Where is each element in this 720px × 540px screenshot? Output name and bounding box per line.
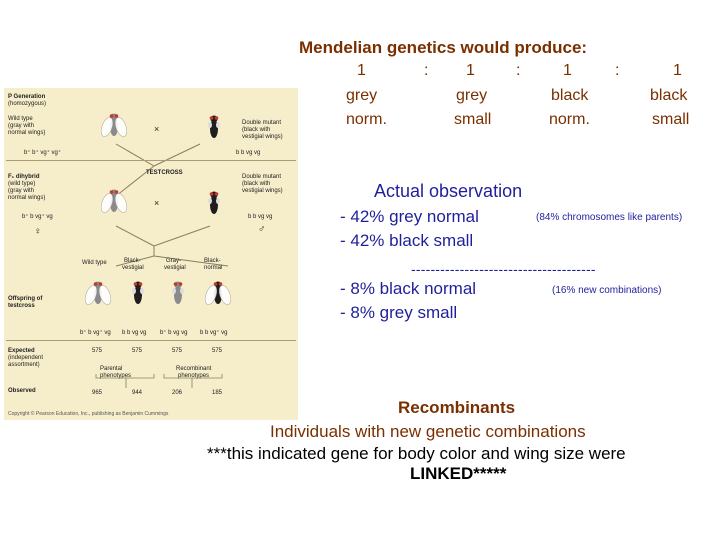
observation-line: - 42% black small (340, 231, 474, 250)
female-symbol: ♀ (34, 226, 42, 237)
expected-label-1: Expected (8, 348, 35, 354)
col-wild-type: Wild type (82, 260, 107, 266)
offspring-label-2: testcross (8, 303, 35, 309)
double-mutant-label: Double mutant (242, 120, 282, 126)
dashed-divider: -------------------------------------- (411, 261, 596, 277)
expected-value: 575 (171, 348, 182, 354)
gray-normal-label-1: (gray with (8, 123, 35, 129)
recombinant-label-1: Recombinant (176, 366, 212, 372)
wild-type-fly-icon (100, 110, 128, 140)
mendelian-title: Mendelian genetics would produce: (299, 38, 588, 57)
wing-label: norm. (549, 111, 590, 128)
wing-label: norm. (346, 111, 387, 128)
color-label: black (551, 87, 589, 104)
observed-value: 185 (211, 390, 222, 396)
p-generation-label: P Generation (8, 94, 46, 100)
offspring-wild-fly-icon (84, 278, 112, 308)
f1-genotype-right: b b vg vg (248, 214, 273, 220)
f1-black-vestigial-label-2: vestigial wings) (242, 188, 283, 194)
offspring-black-normal-fly-icon (204, 278, 232, 308)
testcross-figure (4, 88, 298, 420)
gray-normal-label-2: normal wings) (8, 130, 46, 136)
copyright: Copyright © Pearson Education, Inc., publishing as Benjamin Cummings (8, 411, 169, 417)
recombinants-title: Recombinants (398, 398, 516, 417)
f1-black-vestigial-label-1: (black with (242, 181, 271, 187)
expected-label-2: (independent (8, 355, 44, 361)
f1-wild-fly-icon (100, 186, 128, 216)
offspring-genotype: b b vg vg (122, 330, 147, 336)
color-label: grey (456, 87, 488, 104)
col-gray-vestigial-2: vestigial (164, 265, 186, 271)
observation-line: - 8% black normal (340, 279, 477, 298)
expected-label-3: assortment) (8, 362, 40, 368)
offspring-gray-vestigial-fly-icon (164, 278, 192, 308)
recombinant-label-2: phenotypes (178, 373, 210, 379)
offspring-label-1: Offspring of (8, 296, 43, 302)
f1-genotype-left: b⁺ b vg⁺ vg (22, 214, 53, 220)
observation-line: - 8% grey small (340, 303, 458, 322)
recombinants-definition: Individuals with new genetic combinations (270, 422, 586, 441)
actual-observation-title: Actual observation (374, 181, 523, 201)
observed-value: 965 (91, 390, 102, 396)
double-mutant-fly-icon (200, 112, 228, 142)
recombination-note: (16% new combinations) (552, 285, 662, 296)
col-black-vestigial-2: vestigial (122, 265, 144, 271)
ratio-value: 1 (357, 62, 366, 79)
wing-label: small (454, 111, 492, 128)
observation-line: - 42% grey normal (340, 207, 479, 226)
f1-dihybrid-label: F₁ dihybrid (8, 174, 40, 180)
offspring-genotype: b b vg⁺ vg (200, 330, 228, 336)
expected-value: 575 (131, 348, 142, 354)
black-vestigial-label-2: vestigial wings) (242, 134, 283, 140)
black-vestigial-label-1: (black with (242, 127, 271, 133)
col-black-vestigial-1: Black- (124, 258, 141, 264)
ratio-value: 1 (673, 62, 682, 79)
f1-gray-label-1: (gray with (8, 188, 35, 194)
col-black-normal-1: Black- (204, 258, 221, 264)
wild-type-label: Wild type (8, 116, 33, 122)
ratio-separator: : (516, 62, 521, 79)
col-gray-vestigial-1: Gray- (166, 258, 181, 264)
ratio-value: 1 (563, 62, 572, 79)
testcross-label: TESTCROSS (146, 170, 183, 176)
offspring-genotype: b⁺ b vg vg (160, 330, 188, 336)
divider (6, 340, 296, 341)
p-genotype-left: b⁺ b⁺ vg⁺ vg⁺ (24, 150, 62, 156)
f1-double-mutant-label: Double mutant (242, 174, 282, 180)
offspring-genotype: b⁺ b vg⁺ vg (80, 330, 111, 336)
linkage-note: ***this indicated gene for body color and wing size were (207, 444, 626, 463)
male-symbol: ♂ (258, 224, 266, 235)
offspring-black-vestigial-fly-icon (124, 278, 152, 308)
f1-wild-label: (wild type) (8, 181, 36, 187)
parental-label-1: Parental (100, 366, 123, 372)
color-label: grey (346, 87, 378, 104)
parental-label-2: phenotypes (100, 373, 132, 379)
f1-gray-label-2: normal wings) (8, 195, 46, 201)
p-genotype-right: b b vg vg (236, 150, 261, 156)
col-black-normal-2: normal (204, 265, 223, 271)
ratio-value: 1 (466, 62, 475, 79)
observed-value: 944 (131, 390, 142, 396)
expected-value: 575 (211, 348, 222, 354)
expected-value: 575 (91, 348, 102, 354)
observed-label: Observed (8, 388, 36, 394)
ratio-separator: : (615, 62, 620, 79)
homozygous-label: (homozygous) (8, 101, 47, 107)
f1-double-mutant-fly-icon (200, 188, 228, 218)
wing-label: small (652, 111, 690, 128)
linked-label: LINKED***** (410, 464, 507, 483)
f1-cross-symbol: × (154, 198, 160, 208)
parental-note: (84% chromosomes like parents) (536, 212, 683, 223)
divider (6, 160, 296, 161)
ratio-separator: : (424, 62, 429, 79)
cross-symbol: × (154, 124, 160, 134)
color-label: black (650, 87, 688, 104)
observed-value: 206 (171, 390, 182, 396)
